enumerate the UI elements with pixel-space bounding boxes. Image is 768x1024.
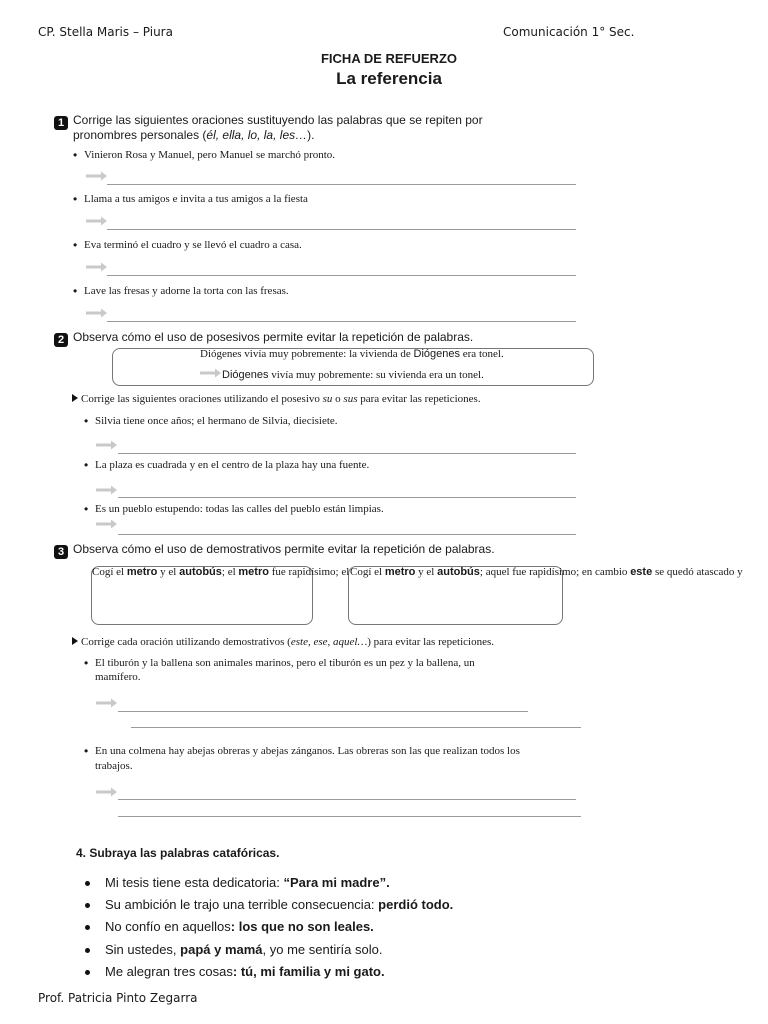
left-g: fue rapidísimo; el: [268, 566, 350, 578]
answer-line[interactable]: [118, 799, 576, 800]
arrow-icon: [86, 262, 108, 272]
s4-item-1-bold: “Para mi madre”.: [283, 875, 390, 890]
sub3-pre: Corrige cada oración utilizando demostrativos (: [81, 636, 291, 648]
arrow-icon: [96, 485, 118, 495]
left-d: autobús: [179, 566, 222, 578]
s4-item-2-bold: perdió todo.: [378, 897, 454, 912]
example-line-2: [222, 369, 484, 381]
left-a: Cogí el: [92, 566, 127, 578]
sub-sus: sus: [343, 393, 358, 405]
example-line-1-a: Diógenes vivía muy pobremente: la vivienda de: [200, 348, 414, 360]
section-2-instruction-text: Observa cómo el uso de posesivos permite evitar la repetición de palabras.: [73, 330, 474, 344]
arrow-icon: [86, 308, 108, 318]
section-3-subinstruction: [72, 636, 494, 648]
bullet-icon: •: [84, 502, 89, 516]
answer-line[interactable]: [107, 275, 576, 276]
s4-item-4-bold: papá y mamá: [180, 942, 263, 957]
section-2-number: 2: [54, 333, 68, 347]
example-line-1: [200, 348, 504, 360]
example-line-2-b: vivía muy pobremente: su vivienda era un tonel.: [268, 369, 484, 381]
sub-mid: o: [332, 393, 344, 405]
section-4-heading: 4. Subraya las palabras catafóricas.: [76, 846, 280, 860]
answer-line[interactable]: [131, 727, 581, 728]
right-b: metro: [384, 566, 416, 578]
section-1-instruction-pre: pronombres personales (: [73, 128, 207, 142]
arrow-icon: [96, 519, 118, 529]
triangle-bullet-icon: [72, 637, 78, 645]
s4-item-1: [105, 875, 390, 890]
sub-pre: Corrige las siguientes oraciones utilizando el posesivo: [81, 393, 323, 405]
example-line-1-c: era tonel.: [460, 348, 504, 360]
s1-item-1: Vinieron Rosa y Manuel, pero Manuel se marchó pronto.: [84, 149, 336, 161]
sub-su: su: [322, 393, 333, 405]
arrow-icon: [200, 368, 222, 378]
arrow-icon: [96, 698, 118, 708]
s3-item-1-line-2: mamífero.: [95, 671, 141, 683]
example-line-1-b: Diógenes: [413, 348, 461, 360]
s3-item-2-line-1: En una colmena hay abejas obreras y abejas zánganos. Las obreras son las que realizan todos los: [95, 745, 520, 757]
course-name: Comunicación 1° Sec.: [503, 25, 635, 39]
sub-post: para evitar las repeticiones.: [357, 393, 481, 405]
section-1-instruction-line2: [73, 128, 314, 142]
s2-item-2: La plaza es cuadrada y en el centro de la plaza hay una fuente.: [95, 459, 370, 471]
bullet-icon: [85, 925, 90, 930]
section-1-instruction-post: ).: [307, 128, 315, 142]
section-3-instruction-text: Observa cómo el uso de demostrativos permite evitar la repetición de palabras.: [73, 542, 495, 556]
right-g: se quedó atascado y: [652, 566, 743, 578]
arrow-icon: [86, 171, 108, 181]
s4-item-2-plain: Su ambición le trajo una terrible consecuencia:: [105, 897, 379, 912]
right-f: este: [630, 566, 653, 578]
left-c: y el: [157, 566, 180, 578]
bullet-icon: •: [84, 458, 89, 472]
school-name: CP. Stella Maris – Piura: [38, 25, 173, 39]
answer-line[interactable]: [107, 184, 576, 185]
example-line-2-a: Diógenes: [222, 369, 269, 381]
bullet-icon: [85, 881, 90, 886]
teacher-name: Prof. Patricia Pinto Zegarra: [38, 991, 198, 1005]
s4-item-4-plain: Sin ustedes,: [105, 942, 181, 957]
s2-item-3: Es un pueblo estupendo: todas las calles del pueblo están limpias.: [95, 503, 384, 515]
s4-item-5-bold: : tú, mi familia y mi gato.: [232, 964, 385, 979]
bullet-icon: •: [84, 744, 89, 758]
demo-example-left: [92, 566, 350, 578]
s4-item-3-plain: No confío en aquellos: [105, 919, 231, 934]
section-1-number: 1: [54, 116, 68, 130]
left-f: metro: [238, 566, 269, 578]
s3-item-1-line-1: El tiburón y la ballena son animales marinos, pero el tiburón es un pez y la ballena, un: [95, 657, 475, 669]
left-e: ; el: [221, 566, 239, 578]
sub3-post: ) para evitar las repeticiones.: [367, 636, 494, 648]
s4-item-3-bold: : los que no son leales.: [230, 919, 374, 934]
right-e: ; aquel fue rapidísimo; en cambio: [479, 566, 631, 578]
right-c: y el: [415, 566, 438, 578]
answer-line[interactable]: [118, 453, 576, 454]
triangle-bullet-icon: [72, 394, 78, 402]
answer-line[interactable]: [118, 711, 528, 712]
arrow-icon: [86, 216, 108, 226]
right-d: autobús: [437, 566, 480, 578]
s4-item-3: [105, 919, 374, 934]
answer-line[interactable]: [107, 321, 576, 322]
answer-line[interactable]: [118, 534, 576, 535]
s4-item-2: [105, 897, 453, 912]
pronoun-examples: él, ella, lo, la, les…: [206, 128, 308, 142]
s4-item-5-plain: Me alegran tres cosas: [105, 964, 233, 979]
section-3-instruction: [54, 542, 495, 559]
s4-item-1-plain: Mi tesis tiene esta dedicatoria:: [105, 875, 284, 890]
s1-item-3: Eva terminó el cuadro y se llevó el cuadro a casa.: [84, 239, 302, 251]
section-2-subinstruction: [72, 393, 481, 405]
s1-item-2: Llama a tus amigos e invita a tus amigos a la fiesta: [84, 193, 308, 205]
section-2-instruction: [54, 330, 473, 347]
answer-line[interactable]: [118, 816, 581, 817]
right-a: Cogí el: [350, 566, 385, 578]
worksheet-kicker: FICHA DE REFUERZO: [320, 51, 458, 66]
bullet-icon: •: [73, 148, 78, 162]
s3-item-2-line-2: trabajos.: [95, 760, 133, 772]
answer-line[interactable]: [118, 497, 576, 498]
s4-item-4: [105, 942, 382, 957]
bullet-icon: [85, 948, 90, 953]
s1-item-4: Lave las fresas y adorne la torta con las fresas.: [84, 285, 289, 297]
bullet-icon: [85, 903, 90, 908]
s2-item-1: Silvia tiene once años; el hermano de Silvia, diecisiete.: [95, 415, 338, 427]
arrow-icon: [96, 440, 118, 450]
section-3-number: 3: [54, 545, 68, 559]
s4-item-5: [105, 964, 385, 979]
bullet-icon: •: [84, 656, 89, 670]
left-b: metro: [126, 566, 158, 578]
answer-line[interactable]: [107, 229, 576, 230]
bullet-icon: •: [73, 284, 78, 298]
arrow-icon: [96, 787, 118, 797]
demonstratives: este, ese, aquel…: [290, 636, 368, 648]
bullet-icon: •: [73, 192, 78, 206]
demo-example-right: [350, 566, 768, 578]
bullet-icon: •: [84, 414, 89, 428]
bullet-icon: •: [73, 238, 78, 252]
section-1-instruction-line1: Corrige las siguientes oraciones sustituyendo las palabras que se repiten por: [73, 113, 483, 127]
bullet-icon: [85, 970, 90, 975]
s4-item-4-tail: , yo me sentiría solo.: [262, 942, 383, 957]
worksheet-title: La referencia: [336, 69, 442, 88]
